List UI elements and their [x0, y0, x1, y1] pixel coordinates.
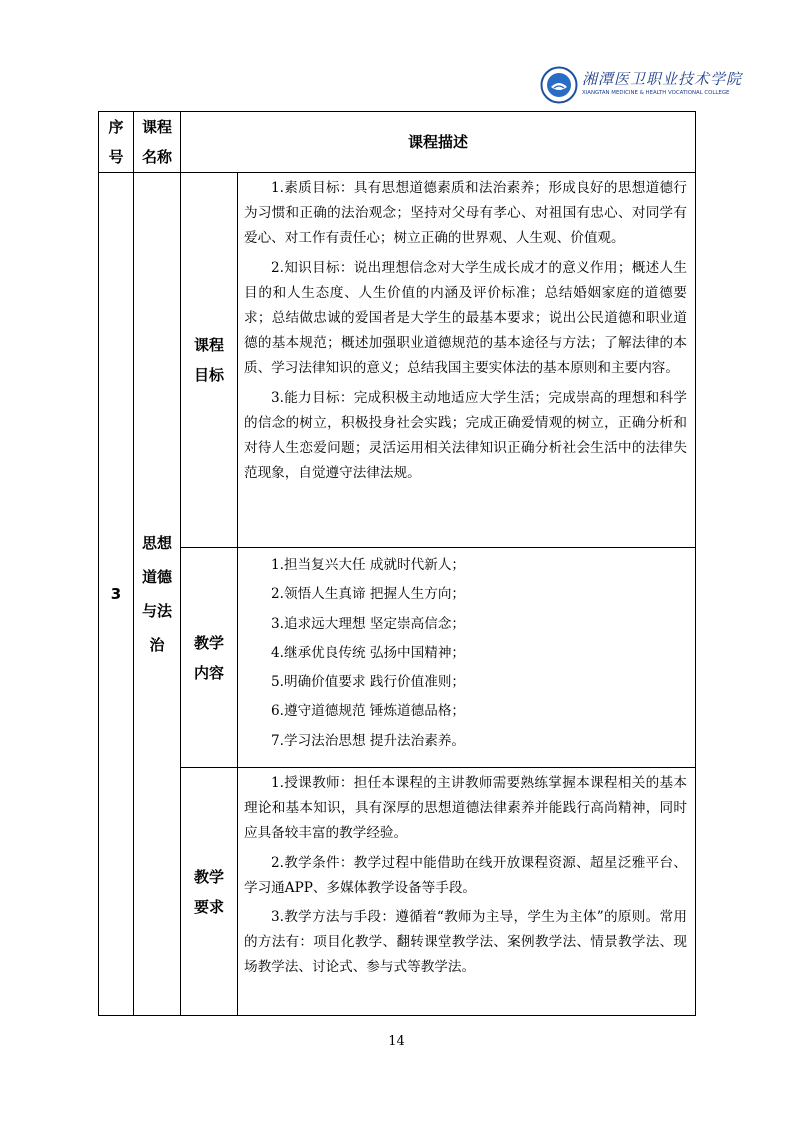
goal-knowledge: 2.知识目标：说出理想信念对大学生成长成才的意义作用；概述人生目的和人生态度、人生价值的内涵及评价标准；总结婚姻家庭的道德要求；总结做忠诚的爱国者是大学生的最基本要求；说出公民道德和职业道德的基本规范；概述加强职业道德规范的基本途径与方法；了解法律的本质、学习法律知识的意义；总结我国主要实体法的基本原则和主要内容。 — [244, 259, 687, 377]
label-teaching-content: 教学 内容 — [193, 633, 224, 682]
college-emblem-icon — [540, 66, 578, 104]
requirement-conditions: 2.教学条件：教学过程中能借助在线开放课程资源、超星泛雅平台、学习通APP、多媒体教学设备等手段。 — [244, 854, 687, 896]
page-number: 14 — [388, 1034, 405, 1049]
list-item: 5.明确价值要求 践行价值准则； — [271, 674, 466, 691]
label-teaching-requirements: 教学 要求 — [193, 867, 224, 916]
table-right-border — [695, 111, 696, 1016]
list-item: 3.追求远大理想 坚定崇高信念； — [271, 615, 466, 632]
goals-bottom-border — [180, 547, 696, 548]
header-no: 序 号 — [108, 118, 124, 166]
goal-ability: 3.能力目标：完成积极主动地适应大学生活；完成崇高的理想和科学的信念的树立，积极投身社会实践；完成正确爱情观的树立，正确分析和对待人生恋爱问题；灵活运用相关法律知识正确分析社会生活中的法律失范现象，自觉遵守法律法规。 — [244, 389, 687, 482]
course-name: 思想 道德 与法 治 — [141, 534, 172, 654]
list-item: 1.担当复兴大任 成就时代新人； — [271, 557, 466, 573]
content-bottom-border — [180, 767, 696, 768]
label-course-goals: 课程 目标 — [193, 336, 224, 384]
college-logo — [540, 66, 743, 108]
list-item: 6.遵守道德规范 锤炼道德品格； — [271, 703, 466, 720]
logo-english-name: XIANGTAN MEDICINE & HEALTH VOCATIONAL COLLEGE — [582, 90, 730, 96]
header-course-description: 课程描述 — [407, 133, 468, 151]
teaching-requirements-text — [244, 771, 687, 985]
list-item: 7.学习法治思想 提升法治素养。 — [271, 732, 466, 749]
course-goals-text — [244, 176, 687, 490]
teaching-content-list — [271, 551, 681, 756]
logo-chinese-name: 湘潭医卫职业技术学院 — [582, 70, 743, 88]
requirement-methods: 3.教学方法与手段：遵循着“教师为主导，学生为主体”的原则。常用的方法有：项目化教学、翻转课堂教学法、案例教学法、情景教学法、现场教学法、讨论式、参与式等教学法。 — [244, 909, 687, 976]
col-divider-label — [237, 172, 238, 1016]
header-course-name: 课程 名称 — [141, 118, 172, 166]
list-item: 4.继承优良传统 弘扬中国精神； — [271, 644, 466, 661]
requirement-teacher: 1.授课教师：担任本课程的主讲教师需要熟练掌握本课程相关的基本理论和基本知识，具有深厚的思想道德法律素养并能践行高尚精神，同时应具备较丰富的教学经验。 — [244, 775, 687, 842]
list-item: 2.领悟人生真谛 把握人生方向； — [271, 586, 466, 603]
row-number: 3 — [110, 585, 122, 603]
goal-quality: 1.素质目标：具有思想道德素质和法治素养；形成良好的思想道德行为习惯和正确的法治观念；坚持对父母有孝心、对祖国有忠心、对同学有爱心、对工作有责任心；树立正确的世界观、人生观、价值观。 — [244, 180, 687, 247]
table-bottom-border — [98, 1015, 696, 1016]
